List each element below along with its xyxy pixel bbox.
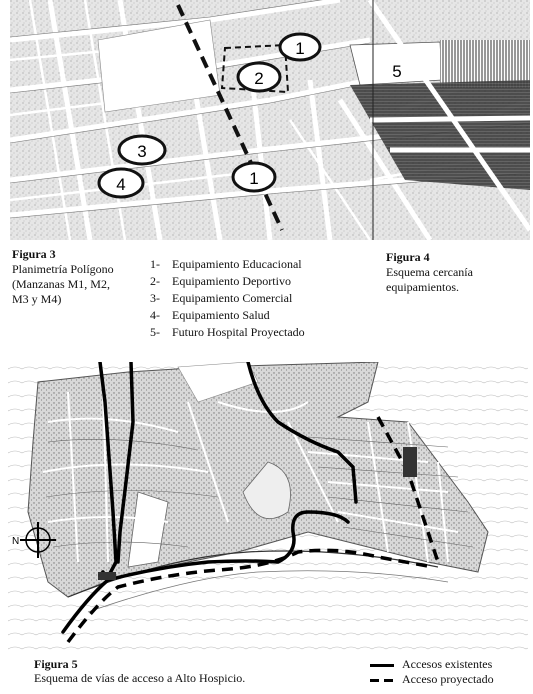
solid-line-swatch (370, 664, 394, 667)
legend-projected-label: Acceso proyectado (402, 672, 494, 686)
marker-2 (238, 63, 280, 91)
legend-existing-label: Accesos existentes (402, 657, 493, 671)
svg-text:4: 4 (116, 175, 126, 194)
legend-item-number: 1- (150, 257, 160, 271)
svg-text:2: 2 (254, 69, 264, 88)
legend-item (150, 290, 305, 307)
legend-item-label: Equipamiento Salud (172, 308, 270, 322)
north-label: N (12, 536, 20, 547)
equipment-legend (150, 256, 305, 341)
figure3-caption (12, 262, 142, 307)
legend-item-label: Equipamiento Educacional (172, 257, 302, 271)
marker-3 (119, 136, 165, 164)
figure3-title: Figura 3 (12, 247, 56, 261)
figure5-caption: Esquema de vías de acceso a Alto Hospicio. (34, 671, 246, 685)
figure4-caption-line: equipamientos. (386, 280, 459, 294)
marker-5: 5 (392, 62, 402, 81)
legend-item-label: Equipamiento Comercial (172, 291, 293, 305)
figure3-caption-line: M3 y M4) (12, 292, 62, 306)
dashed-line-swatch (370, 679, 394, 682)
legend-existing (370, 657, 530, 672)
legend-item-number: 5- (150, 325, 160, 339)
legend-item-number: 4- (150, 308, 160, 322)
svg-text:3: 3 (137, 142, 147, 161)
legend-item-label: Futuro Hospital Proyectado (172, 325, 305, 339)
legend-item-number: 3- (150, 291, 160, 305)
access-legend (370, 657, 530, 687)
figure3-caption-line: Planimetría Polígono (12, 262, 114, 276)
figure4-caption-line: Esquema cercanía (386, 265, 473, 279)
figure5-title: Figura 5 (34, 657, 78, 671)
svg-text:1: 1 (249, 169, 259, 188)
legend-item (150, 256, 305, 273)
marker-4 (99, 169, 143, 197)
legend-item-number: 2- (150, 274, 160, 288)
legend-item (150, 273, 305, 290)
svg-text:1: 1 (295, 39, 305, 58)
legend-item-label: Equipamiento Deportivo (172, 274, 291, 288)
legend-item (150, 324, 305, 341)
figure3-caption-line: (Manzanas M1, M2, (12, 277, 110, 291)
legend-projected (370, 672, 530, 687)
figure4-caption (386, 265, 526, 295)
marker-1-second (233, 163, 275, 191)
access-roads-map (8, 362, 528, 652)
figure4-title: Figura 4 (386, 250, 430, 264)
top-planimetry-map (10, 0, 530, 240)
marker-1 (280, 34, 320, 60)
legend-item (150, 307, 305, 324)
junction-block (98, 572, 116, 580)
hospital-block (403, 447, 417, 477)
